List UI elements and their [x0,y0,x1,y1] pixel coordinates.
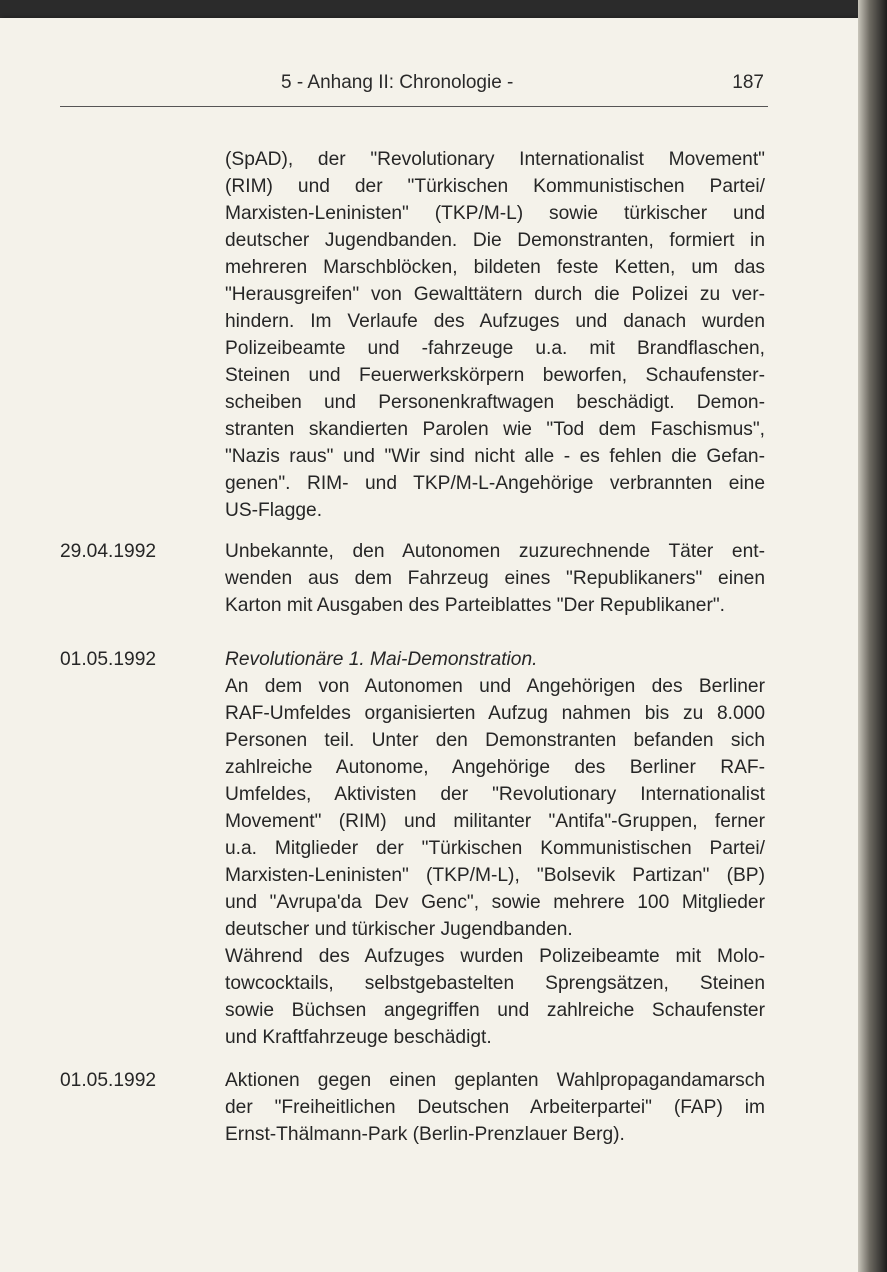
text-line: und "Avrupa'da Dev Genc", sowie mehrere 100 Mitglieder [225,892,765,913]
entry-text [225,646,765,1051]
text-line: An dem von Autonomen und Angehörigen des Berliner [225,676,765,697]
text-line: sowie Büchsen angegriffen und zahlreiche Schaufenster [225,1000,765,1021]
text-line: genen". RIM- und TKP/M-L-Angehörige verbrannten eine [225,473,765,494]
text-line: (RIM) und der "Türkischen Kommunistischen Partei/ [225,176,765,197]
text-line: Polizeibeamte und -fahrzeuge u.a. mit Brandflaschen, [225,338,765,359]
text-line: Karton mit Ausgaben des Parteiblattes "Der Republikaner". [225,595,725,616]
header-title: 5 - Anhang II: Chronologie - [281,72,514,93]
text-line: Aktionen gegen einen geplanten Wahlpropagandamarsch [225,1070,765,1091]
text-line: Marxisten-Leninisten" (TKP/M-L), "Bolsevik Partizan" (BP) [225,865,765,886]
text-line: "Herausgreifen" von Gewalttätern durch die Polizei zu ver- [225,284,765,305]
text-line: Personen teil. Unter den Demonstranten befanden sich [225,730,765,751]
text-line: deutscher und türkischer Jugendbanden. [225,919,573,940]
text-line: mehreren Marschblöcken, bildeten feste Ketten, um das [225,257,765,278]
text-line: zahlreiche Autonome, Angehörige des Berliner RAF- [225,757,765,778]
entry-date: 01.05.1992 [60,1070,157,1091]
text-line: Unbekannte, den Autonomen zuzurechnende Täter ent- [225,541,765,562]
text-line: und Kraftfahrzeuge beschädigt. [225,1027,492,1048]
text-line: (SpAD), der "Revolutionary Internationalist Movement" [225,149,765,170]
text-line: Ernst-Thälmann-Park (Berlin-Prenzlauer Berg). [225,1124,625,1145]
header-rule [60,106,768,107]
text-line: stranten skandierten Parolen wie "Tod dem Faschismus", [225,419,765,440]
text-line: hindern. Im Verlaufe des Aufzuges und danach wurden [225,311,765,332]
book-page-edge [858,0,887,1272]
entry-text [225,1067,765,1148]
text-line: u.a. Mitglieder der "Türkischen Kommunistischen Partei/ [225,838,765,859]
text-line: der "Freiheitlichen Deutschen Arbeiterpartei" (FAP) im [225,1097,765,1118]
text-line: Während des Aufzuges wurden Polizeibeamte mit Molo- [225,946,765,967]
text-line: Movement" (RIM) und militanter "Antifa"-Gruppen, ferner [225,811,765,832]
text-line: deutscher Jugendbanden. Die Demonstranten, formiert in [225,230,765,251]
running-header [60,72,768,98]
text-line: Steinen und Feuerwerkskörpern beworfen, Schaufenster- [225,365,765,386]
entry-date: 29.04.1992 [60,541,157,562]
text-line: Marxisten-Leninisten" (TKP/M-L) sowie türkischer und [225,203,765,224]
entry-text [225,538,765,619]
text-line: "Nazis raus" und "Wir sind nicht alle - es fehlen die Gefan- [225,446,765,467]
text-line: US-Flagge. [225,500,323,521]
text-line: Umfeldes, Aktivisten der "Revolutionary Internationalist [225,784,765,805]
continuation-paragraph [225,146,765,524]
text-line: wenden aus dem Fahrzeug eines "Republikaners" einen [225,568,765,589]
entry-date: 01.05.1992 [60,649,157,670]
text-line: RAF-Umfeldes organisierten Aufzug nahmen bis zu 8.000 [225,703,765,724]
text-line: scheiben und Personenkraftwagen beschädigt. Demon- [225,392,765,413]
page-number: 187 [732,72,764,93]
entry-heading: Revolutionäre 1. Mai-Demonstration. [225,649,538,670]
text-line: towcocktails, selbstgebastelten Sprengsätzen, Steinen [225,973,765,994]
